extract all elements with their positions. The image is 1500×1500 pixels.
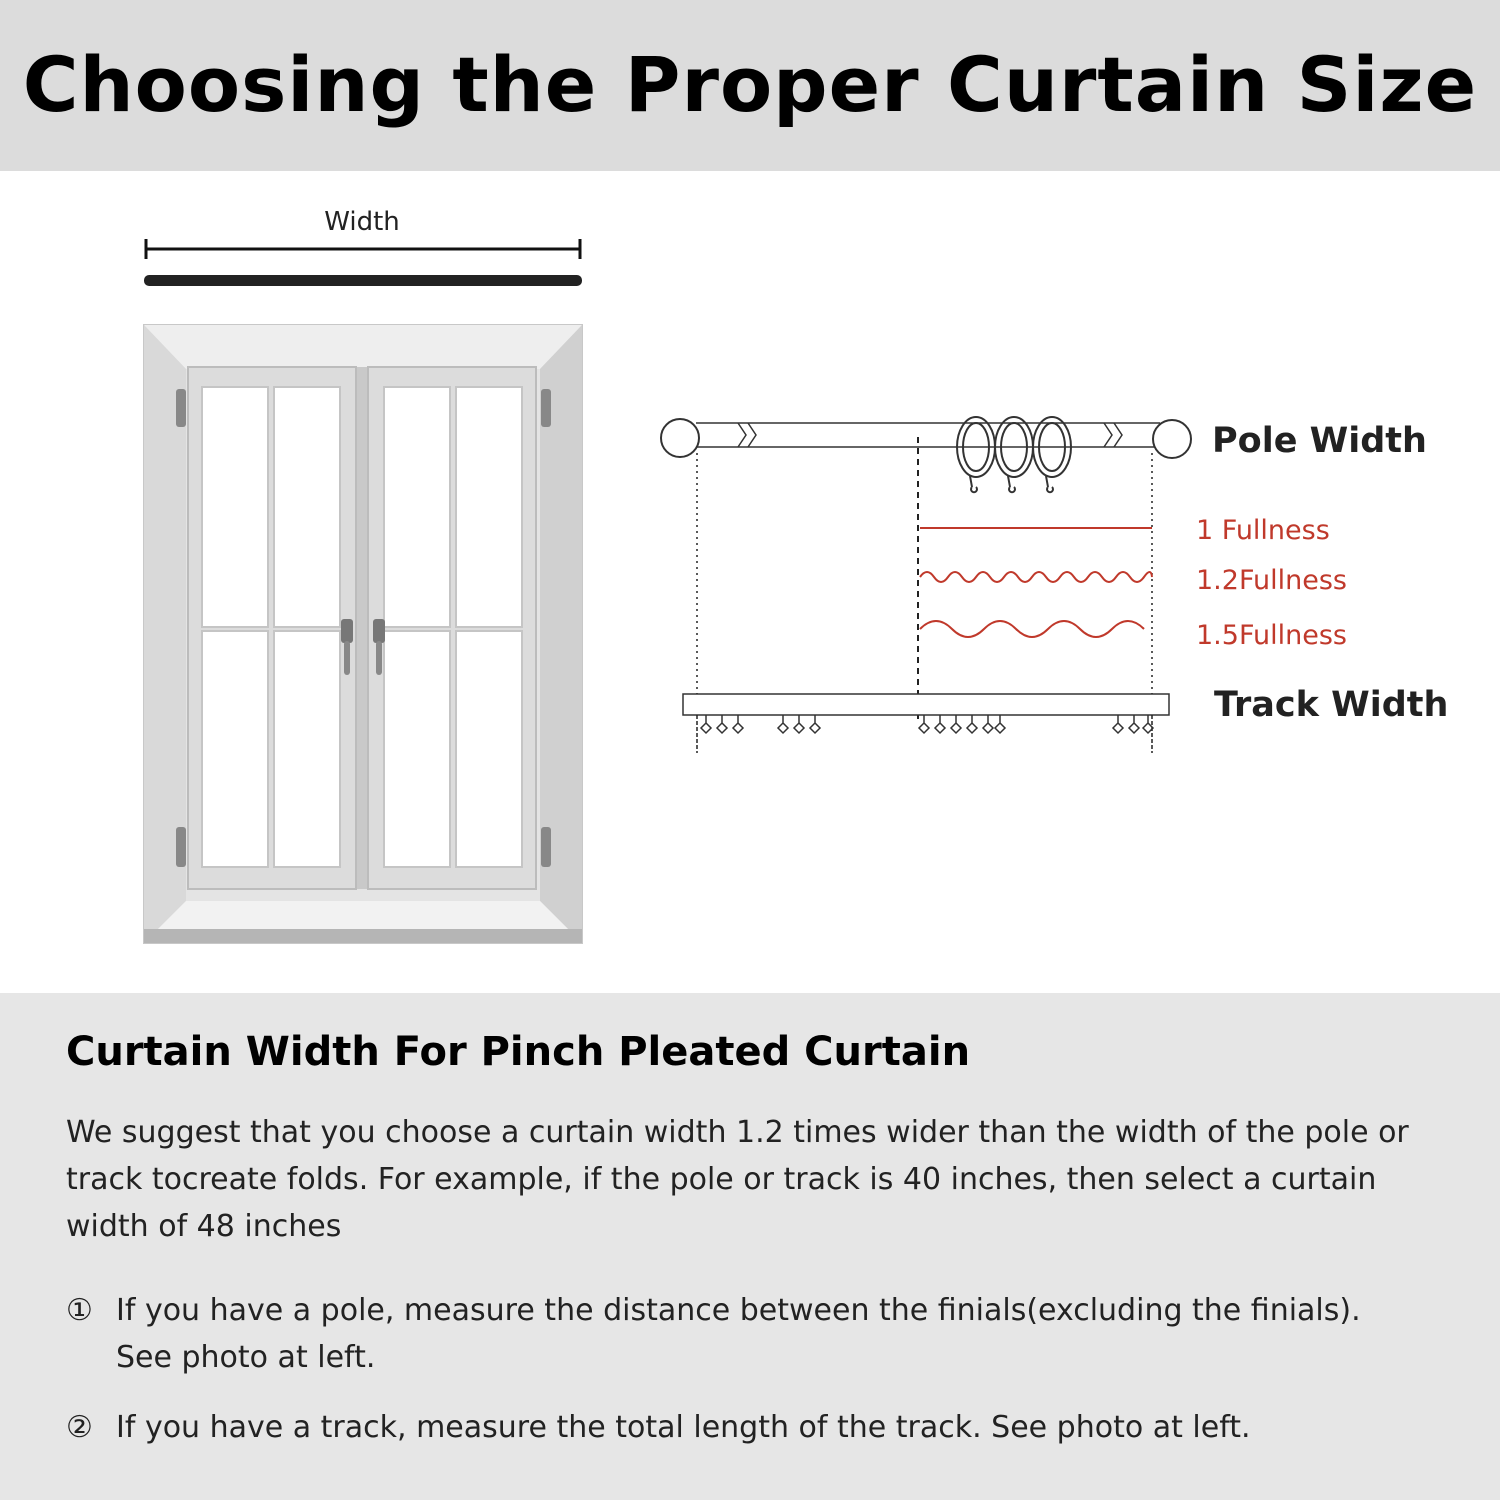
width-label: Width (324, 207, 400, 237)
step-1-number: ① (66, 1293, 93, 1328)
curtain-rings (957, 417, 1071, 492)
fullness-label-1: 1 Fullness (1196, 515, 1330, 546)
fullness-label-1-2: 1.2Fullness (1196, 565, 1347, 596)
diagram-area (0, 171, 1500, 993)
step-1-continuation: See photo at left. (116, 1340, 376, 1375)
fullness-lines (920, 528, 1152, 637)
step-2-text: If you have a track, measure the total length of the track. See photo at left. (116, 1410, 1251, 1445)
diagram-svg (0, 171, 1500, 993)
title-banner (0, 0, 1500, 171)
pole-width-label: Pole Width (1212, 421, 1427, 461)
page-title: Choosing the Proper Curtain Size (22, 40, 1478, 129)
step-2 (66, 1404, 1456, 1451)
curtain-track (683, 694, 1169, 755)
step-1-text: If you have a pole, measure the distance between the finials(excluding the finials). (116, 1293, 1361, 1328)
step-2-number: ② (66, 1410, 93, 1445)
window-illustration (144, 325, 582, 943)
curtain-pole (661, 419, 1191, 458)
curtain-rod-bar (144, 275, 582, 286)
instructions-paragraph: We suggest that you choose a curtain width 1.2 times wider than the width of the pole or track tocreate folds. For example, if the pole or track is 40 inches, then select a curtain width of 48 inches (66, 1115, 1409, 1244)
fullness-label-1-5: 1.5Fullness (1196, 620, 1347, 651)
track-width-label: Track Width (1214, 685, 1449, 725)
width-dimension-line (146, 239, 580, 259)
step-1 (66, 1287, 1456, 1381)
instructions-panel (0, 993, 1500, 1500)
instructions-heading: Curtain Width For Pinch Pleated Curtain (66, 1029, 971, 1075)
